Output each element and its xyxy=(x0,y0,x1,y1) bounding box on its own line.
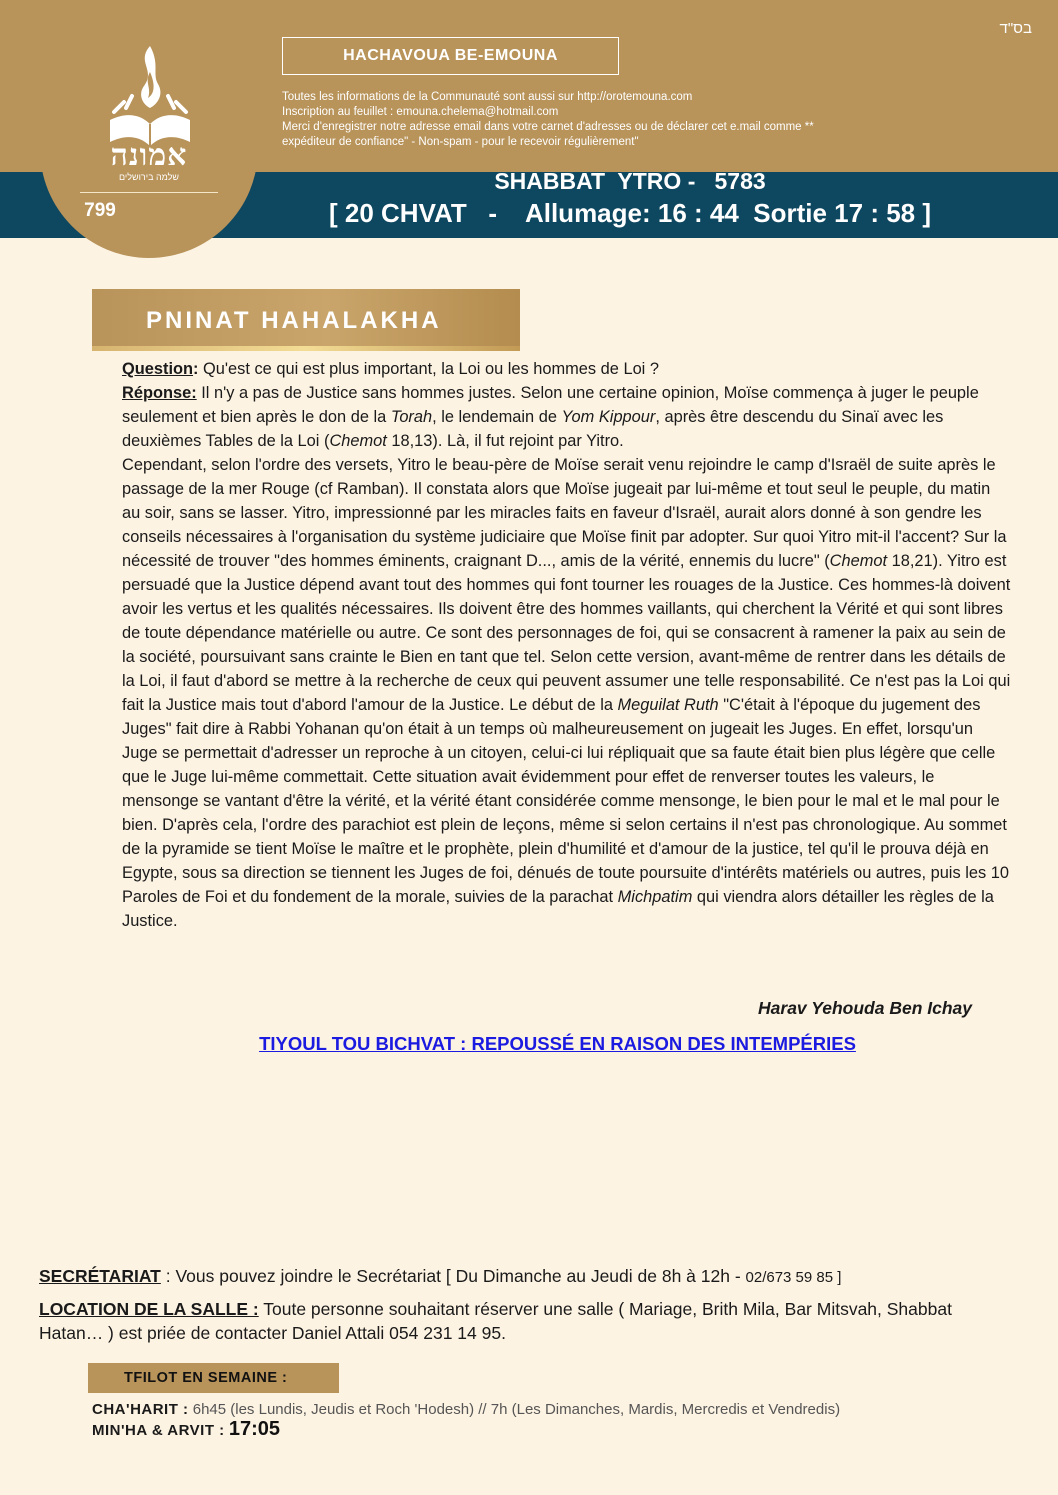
answer-paragraph xyxy=(122,381,1012,453)
minha-line xyxy=(92,1418,280,1441)
bsd-mark: בס"ד xyxy=(999,20,1032,37)
logo-divider xyxy=(80,192,218,193)
chaharit-text: 6h45 (les Lundis, Jeudis et Roch 'Hodesh) // 7h (Les Dimanches, Mardis, Mercredis et Vendredis) xyxy=(188,1401,841,1418)
question-paragraph xyxy=(122,357,1012,381)
body-italic: Chemot xyxy=(829,552,888,570)
secretariat-info xyxy=(39,1266,1039,1287)
article-body xyxy=(122,357,1012,933)
info-line-spam-2: expéditeur de confiance" - Non-spam - pour le recevoir régulièrement" xyxy=(282,136,639,148)
answer-text: 18,13). Là, il fut rejoint par Yitro. xyxy=(386,432,624,450)
info-line-spam-1: Merci d'enregistrer notre adresse email dans votre carnet d'adresses ou de déclarer cet e.mail comme ** xyxy=(282,121,814,133)
answer-label: Réponse: xyxy=(122,384,197,402)
location-text: Toute personne souhaitant réserver une salle ( Mariage, Brith Mila, Bar Mitsvah, Shabbat Hatan… ) est priée de contacter Daniel Attali 054 231 14 95. xyxy=(39,1299,952,1343)
chaharit-line xyxy=(92,1401,840,1418)
location-label: LOCATION DE LA SALLE : xyxy=(39,1299,259,1319)
logo-badge xyxy=(40,20,258,258)
body-text: 18,21). Yitro est persuadé que la Justice dépend avant tout des hommes qui font tourner les rouages de la Justice. Ces hommes-là doivent avoir les vertus et les qualités nécessaires. Ils doivent être des hommes vaillants, qui cherchent la Vérité et qui sont libres de toute dépendance matérielle ou autre. Ce sont des personnages de foi, qui se consacrent à ramener la paix au sein de la société, poursuivant sans crainte le Bien en tant que tel. Selon cette version, avant-même de rentrer dans les détails de la Loi, il faut d'abord se mettre à la recherche de ceux qui peuvent assumer une telle responsabilité. Ce n'est pas la Loi qui fait la Justice mais tout d'abord l'amour de la Justice. Le début de la xyxy=(122,552,1011,714)
logo-text: אמונה xyxy=(110,138,188,173)
answer-text: , après être descendu du Sinaï avec les deuxièmes Tables de la Loi ( xyxy=(122,408,944,450)
minha-time: 17:05 xyxy=(228,1418,281,1440)
body-text: Cependant, selon l'ordre des versets, Yitro le beau-père de Moïse serait venu rejoindre le camp d'Israël de suite après le passage de la mer Rouge (cf Ramban). Il constata alors que Moïse jugeait par lui-même et tout seul le peuple, du matin au soir, sans se lasser. Yitro, impressionné par les miracles faits en faveur d'Israël, aurait alors donné à son gendre les conseils nécessaires à l'organisation du système judiciaire que Moïse finit par adopter. Sur quoi Yitro mit-il l'accent? Sur la nécessité de trouver "des hommes éminents, craignant D..., amis de la vérité, ennemis du lucre" ( xyxy=(122,456,1007,570)
logo-subtitle: שלמה בירושלים xyxy=(118,172,179,182)
answer-italic: Yom Kippour xyxy=(561,408,656,426)
newsletter-title: HACHAVOUA BE-EMOUNA xyxy=(282,37,619,75)
tfilot-banner: TFILOT EN SEMAINE : xyxy=(88,1363,339,1393)
info-line-website: Toutes les informations de la Communauté sont aussi sur http://orotemouna.com xyxy=(282,91,693,103)
answer-text: Il n'y a pas de Justice sans hommes justes. Selon une certaine opinion, Moïse commença à juger le peuple seulement et bien après le don de la xyxy=(122,384,979,426)
question-text: Qu'est ce qui est plus important, la Loi ou les hommes de Loi ? xyxy=(198,360,659,378)
body-italic: Michpatim xyxy=(617,888,693,906)
body-text: qui viendra alors détailler les règles de la Justice. xyxy=(122,888,994,930)
banner-gold-strip xyxy=(92,346,520,351)
section-banner xyxy=(92,289,520,351)
shabbat-times: [ 20 CHVAT - Allumage: 16 : 44 Sortie 17 : 58 ] xyxy=(328,198,931,228)
header-info xyxy=(282,90,962,150)
minha-label: MIN'HA & ARVIT : xyxy=(92,1422,225,1439)
answer-text: , le lendemain de xyxy=(432,408,562,426)
article-author: Harav Yehouda Ben Ichay xyxy=(758,998,972,1018)
secretariat-text: : Vous pouvez joindre le Secrétariat [ Du Dimanche au Jeudi de 8h à 12h - xyxy=(160,1266,746,1286)
body-text: "C'était à l'époque du jugement des Juges" fait dire à Rabbi Yohanan qu'on était à un temps où malheureusement on jugeait les Juges. En effet, lorsqu'un Juge se permettait d'adresser un reproche à un citoyen, celui-ci lui répliquait que sa faute était bien plus légère que celle que le Juge lui-même commettait. Cette situation avait évidemment pour effet de renverser toutes les valeurs, le mensonge se vantant d'être la vérité, et la vérité étant considérée comme mensonge, le bien pour le mal et le mal pour le bien. D'après cela, l'ordre des parachiot est plein de leçons, même si selon certains il n'est pas chronologique. Au sommet de la pyramide se tient Moïse le maître et le prophète, plein d'humilité et d'amour de la justice, tel qu'il le prouva déjà en Egypte, sous sa direction se tiennent les Juges de foi, dénués de toute poursuite d'intérêts matériels ou autres, puis les 10 Paroles de Foi et du fondement de la morale, suivies de la parachat xyxy=(122,696,1009,906)
question-label: Question xyxy=(122,360,194,378)
question-colon: : xyxy=(193,360,199,378)
body-paragraph xyxy=(122,453,1012,933)
answer-italic: Torah xyxy=(390,408,433,426)
chaharit-label: CHA'HARIT : xyxy=(92,1401,189,1418)
issue-number: 799 xyxy=(84,200,116,221)
info-line-subscription: Inscription au feuillet : emouna.chelema@hotmail.com xyxy=(282,106,559,118)
secretariat-label: SECRÉTARIAT xyxy=(39,1266,161,1286)
announcement-link[interactable]: TIYOUL TOU BICHVAT : REPOUSSÉ EN RAISON DES INTEMPÉRIES xyxy=(259,1033,856,1054)
secretariat-phone: 02/673 59 85 ] xyxy=(745,1269,842,1286)
shabbat-title: SHABBAT YTRO - 5783 xyxy=(494,168,766,194)
body-italic: Meguilat Ruth xyxy=(617,696,719,714)
section-title: PNINAT HAHALAKHA xyxy=(146,307,442,334)
answer-italic: Chemot xyxy=(329,432,387,450)
location-info xyxy=(39,1297,1019,1345)
